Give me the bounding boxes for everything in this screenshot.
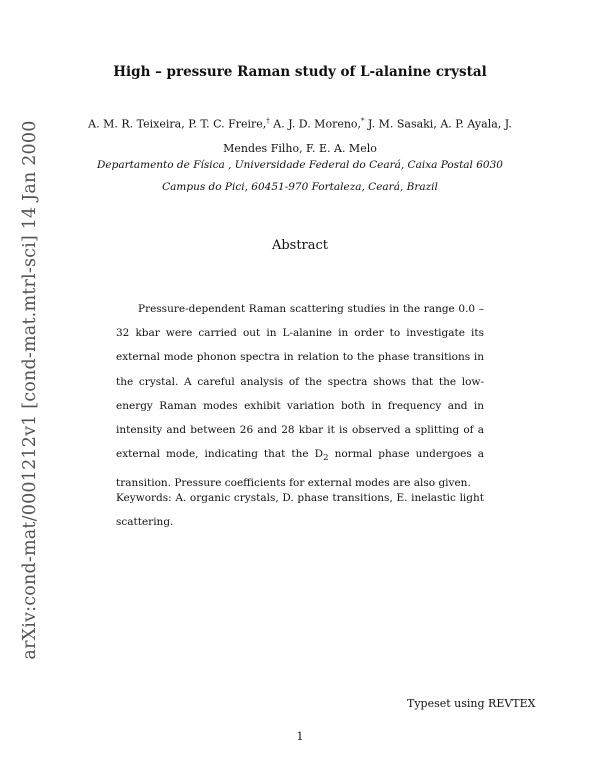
keywords: Keywords: A. organic crystals, D. phase transitions, E. inelastic light scattering. [116, 492, 484, 528]
page-number: 1 [296, 730, 304, 743]
authors-part-2: A. J. D. Moreno, [269, 117, 362, 131]
paper-title: High – pressure Raman study of L-alanine crystal [113, 64, 487, 80]
abstract-body [116, 297, 484, 495]
author-list [70, 109, 530, 161]
abstract-subscript: 2 [323, 453, 329, 464]
abstract-text-part-1: Pressure-dependent Raman scattering studies in the range 0.0 – 32 kbar were carried out in L-alanine in order to investigate its external mode phonon spectra in relation to the phase transitions in the crystal. A careful analysis of the spectra shows that the low-energy Raman modes exhibit variation both in frequency and in intensity and between 26 and 28 kbar it is observed a splitting of a external mode, indicating that the D [116, 303, 484, 461]
authors-part-1: A. M. R. Teixeira, P. T. C. Freire, [88, 117, 267, 131]
abstract-heading: Abstract [271, 238, 329, 253]
affiliation-line-1: Departamento de Física , Universidade Federal do Ceará, Caixa Postal 6030 [97, 159, 503, 171]
authors-part-3: J. M. Sasaki, A. P. Ayala, J. Mendes Filho, F. E. A. Melo [223, 117, 512, 155]
abstract-text-part-2: normal phase undergoes a transition. Pressure coefficients for external modes are also given. [116, 448, 485, 489]
author-footnote-mark-dagger: † [266, 117, 270, 125]
arxiv-margin-stamp: arXiv:cond-mat/0001212v1 [cond-mat.mtrl-sci] 14 Jan 2000 [20, 120, 40, 660]
typeset-note: Typeset using REVTEX [407, 697, 536, 710]
author-footnote-mark-star: * [361, 117, 365, 125]
affiliation-line-2: Campus do Pici, 60451-970 Fortaleza, Ceará, Brazil [162, 181, 438, 193]
